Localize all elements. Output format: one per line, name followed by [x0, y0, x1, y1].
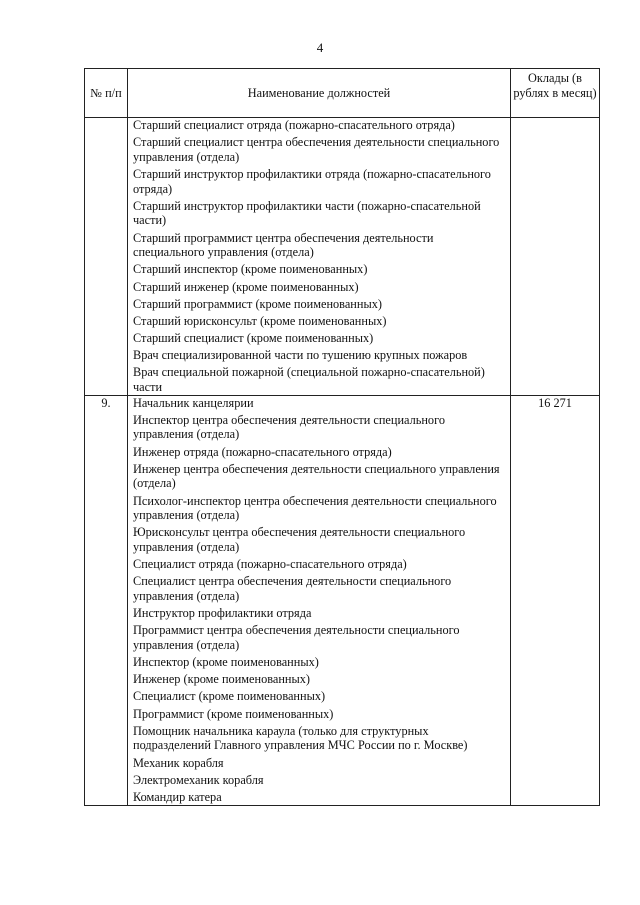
table-row — [85, 395, 600, 805]
page-number: 4 — [316, 40, 324, 55]
position-title: Специалист центра обеспечения деятельности специального управления (отдела) — [133, 574, 452, 603]
header-salary: Оклады (в рублях в месяц) — [511, 69, 600, 118]
position-list — [128, 118, 511, 396]
position-title: Старший специалист отряда (пожарно-спасательного отряда) — [133, 118, 455, 132]
position-list — [128, 395, 511, 805]
position-title: Старший инструктор профилактики отряда (пожарно-спасательного отряда) — [133, 166, 491, 196]
position-title: Механик корабля — [133, 755, 224, 770]
position-title: Инженер центра обеспечения деятельности специального управления (отдела) — [133, 461, 500, 491]
position-title: Старший юрисконсульт (кроме поименованных) — [133, 313, 387, 328]
position-title: Врач специальной пожарной (специальной пожарно-спасательной) части — [133, 365, 485, 395]
header-number: № п/п — [85, 69, 128, 118]
position-title: Инженер отряда (пожарно-спасательного отряда) — [133, 444, 392, 459]
position-title: Электромеханик корабля — [133, 772, 264, 787]
position-title: Программист (кроме поименованных) — [133, 706, 334, 721]
position-title: Старший программист (кроме поименованных) — [133, 296, 382, 311]
row-number: 9. — [85, 395, 128, 805]
position-title: Инженер (кроме поименованных) — [133, 672, 311, 687]
salary-value: 16 271 — [511, 395, 600, 805]
position-title: Инспектор центра обеспечения деятельности специального управления (отдела) — [133, 412, 445, 442]
position-title: Юрисконсульт центра обеспечения деятельности специального управления (отдела) — [133, 525, 466, 554]
position-title: Помощник начальника караула (только для структурных подразделений Главного управления МЧС России по г. Москве) — [133, 723, 468, 753]
position-title: Специалист отряда (пожарно-спасательного отряда) — [133, 557, 407, 572]
position-title: Старший инженер (кроме поименованных) — [133, 279, 359, 294]
position-title: Старший специалист (кроме поименованных) — [133, 331, 374, 346]
position-title: Психолог-инспектор центра обеспечения деятельности специального управления (отдела) — [133, 493, 497, 523]
positions-salary-table — [84, 68, 600, 806]
table-row — [85, 118, 600, 396]
header-position-name: Наименование должностей — [128, 69, 511, 118]
position-title: Старший инспектор (кроме поименованных) — [133, 262, 368, 277]
position-title: Старший специалист центра обеспечения деятельности специального управления (отдела) — [133, 135, 500, 164]
row-number — [85, 118, 128, 396]
table-header-row — [85, 69, 600, 118]
position-title: Старший программист центра обеспечения деятельности специального управления (отдела) — [133, 230, 434, 260]
position-title: Специалист (кроме поименованных) — [133, 689, 326, 704]
position-title: Инструктор профилактики отряда — [133, 606, 312, 621]
position-title: Старший инструктор профилактики части (пожарно-спасательной части) — [133, 198, 481, 228]
position-title: Программист центра обеспечения деятельности специального управления (отдела) — [133, 623, 460, 652]
position-title: Начальник канцелярии — [133, 395, 254, 410]
position-title: Командир катера — [133, 789, 222, 804]
position-title: Инспектор (кроме поименованных) — [133, 655, 319, 670]
salary-value — [511, 118, 600, 396]
position-title: Врач специализированной части по тушению крупных пожаров — [133, 348, 468, 363]
